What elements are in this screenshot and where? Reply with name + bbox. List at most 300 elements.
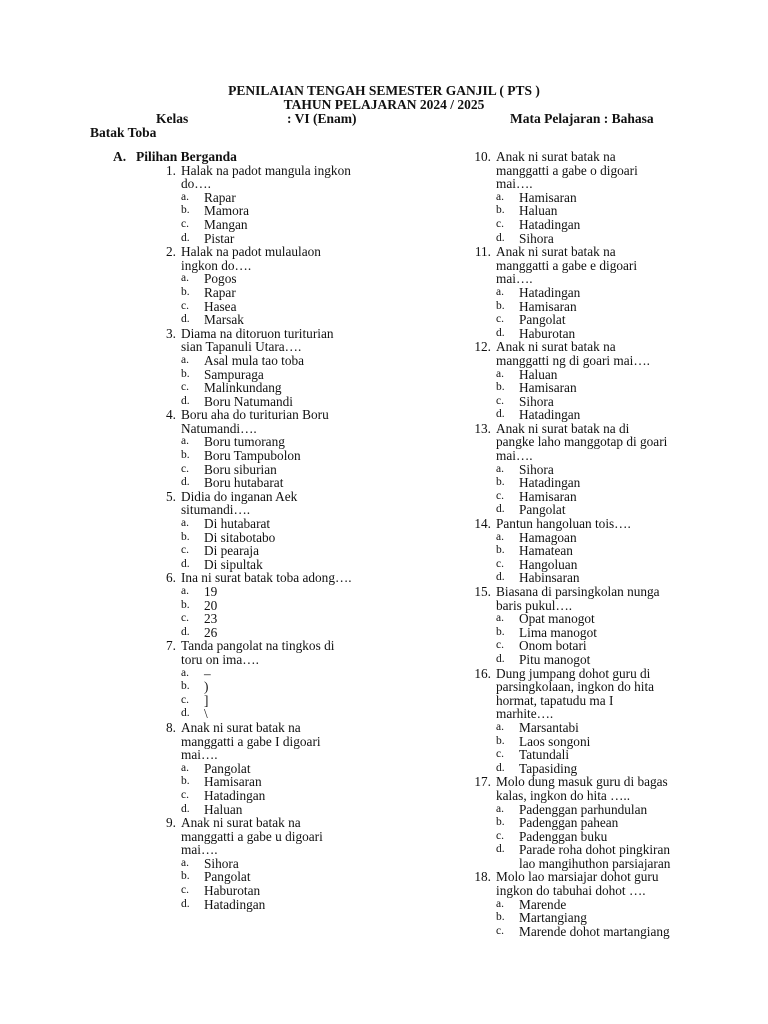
option-text: Hamatean [519,543,573,559]
question-item [471,150,761,245]
answer-option [496,803,761,817]
question-text-line: manggatti a gabe o digoari [496,162,638,178]
answer-option [181,558,456,572]
option-text: ] [204,692,209,708]
subject-continued: Batak Toba [90,125,157,140]
option-letter: b. [181,367,190,380]
answer-option [181,762,456,776]
question-text-line: marhite…. [496,706,554,722]
question-text-line: Dung jumpang dohot guru di [496,665,651,681]
option-letter: a. [181,353,189,366]
option-text: Marsantabi [519,719,579,735]
option-text: 20 [204,597,218,613]
option-text: Marsak [204,312,244,328]
question-item [471,245,761,340]
answer-option [496,653,761,667]
question-item [471,585,761,667]
question-number: 18. [474,869,491,885]
option-text: Hatadingan [519,407,581,423]
option-letter: d. [181,625,190,638]
answer-option [181,313,456,327]
answer-option [496,313,761,327]
option-letter: b. [181,680,190,693]
option-text: Mangan [204,216,248,232]
option-text: – [204,665,211,681]
option-letter: a. [496,802,504,815]
question-text-line: Anak ni surat batak na [181,815,301,831]
answer-option [181,191,456,205]
answer-option [181,775,456,789]
option-letter: b. [181,285,190,298]
option-text: Hatadingan [519,475,581,491]
option-letter: d. [181,231,190,244]
option-letter: c. [496,639,504,652]
answer-option [496,368,761,382]
question-item [156,721,456,816]
answer-option [496,762,761,776]
option-letter: a. [181,190,189,203]
question-text-line: do…. [181,176,211,192]
answer-option [496,531,761,545]
question-item [156,327,456,409]
option-text: Parade roha dohot pingkiran [519,842,671,858]
option-letter: a. [496,285,504,298]
option-text: Pangolat [519,502,566,518]
option-letter: b. [496,544,505,557]
option-letter: c. [181,884,189,897]
option-text: Boru Tampubolon [204,448,301,464]
answer-option [181,449,456,463]
answer-option [181,232,456,246]
answer-option [496,721,761,735]
option-text: Hatadingan [204,896,266,912]
answer-option [496,204,761,218]
option-letter: a. [181,585,189,597]
answer-option [181,667,456,681]
question-text-line: manggatti a gabe I digoari [181,733,321,749]
answer-option [181,707,456,721]
answer-option [181,517,456,531]
option-text: Haburotan [204,883,261,899]
question-item [471,517,761,585]
answer-option [496,735,761,749]
option-letter: a. [496,190,504,203]
answer-option [181,476,456,490]
question-text-line: toru on ima…. [181,651,259,667]
answer-option [496,612,761,626]
question-text-line: mai…. [496,448,533,464]
option-letter: a. [496,720,504,733]
question-item [156,245,456,327]
answer-option [496,748,761,762]
option-text: Sampuraga [204,366,264,382]
answer-option [181,204,456,218]
answer-option [181,680,456,694]
option-text: Boru siburian [204,461,277,477]
question-number: 15. [474,584,491,599]
question-text-line: Didia do inganan Aek [181,488,298,504]
option-text: Sihora [519,393,554,409]
answer-option [496,463,761,477]
answer-option [496,327,761,341]
answer-option [181,531,456,545]
option-letter: c. [181,612,189,625]
option-text: Haluan [204,801,243,817]
option-letter: b. [181,870,190,883]
answer-option [496,639,761,653]
option-text: Pistar [204,230,235,246]
answer-option [181,381,456,395]
answer-option [496,503,761,517]
answer-option [181,884,456,898]
subject-label: Mata Pelajaran : Bahasa [510,111,654,126]
answer-option [181,803,456,817]
question-number: 2. [166,244,176,260]
option-text: Tatundali [519,747,570,763]
option-letter: d. [181,802,190,815]
question-number: 7. [166,638,176,654]
option-text: Rapar [204,284,236,300]
answer-option [181,599,456,613]
option-text: Pangolat [204,760,251,776]
question-number: 12. [474,339,491,355]
option-text: Hamisaran [519,298,577,314]
option-letter: c. [496,924,504,937]
kelas-value: : VI (Enam) [287,111,357,126]
option-letter: c. [181,299,189,312]
option-text: Tapasiding [519,760,578,776]
option-text: Boru tumorang [204,434,285,450]
question-text-line: mai…. [496,271,533,287]
answer-option [496,476,761,490]
question-text-line: parsingkolaan, ingkon do hita [496,679,655,695]
option-letter: c. [181,381,189,394]
section-title: Pilihan Berganda [136,149,237,164]
question-text-line: ingkon do tabuhai dohot …. [496,883,646,899]
option-letter: d. [496,503,505,516]
answer-option [496,830,761,844]
option-letter: b. [496,911,505,924]
option-letter: c. [181,693,189,706]
option-letter: c. [496,748,504,761]
option-text: Mamora [204,203,250,219]
option-text: Hamisaran [519,380,577,396]
option-text: Sihora [204,855,239,871]
question-item [156,571,456,639]
option-letter: a. [496,530,504,543]
option-letter: d. [496,326,505,339]
answer-option [496,381,761,395]
answer-option [496,558,761,572]
option-text: Haluan [519,366,558,382]
option-letter: d. [181,557,190,570]
answer-option [181,544,456,558]
answer-option [496,232,761,246]
answer-option [181,354,456,368]
question-item [156,408,456,490]
option-text: Hasea [204,298,237,314]
option-text: Malinkundang [204,380,282,396]
option-text: ) [204,679,209,695]
option-letter: d. [181,313,190,326]
option-letter: a. [181,856,189,869]
question-text-line: Biasana di parsingkolan nunga [496,584,660,599]
option-letter: d. [496,231,505,244]
question-text-line: Anak ni surat batak na di [496,420,630,436]
option-text: lao mangihuthon parsiajaran [519,855,671,871]
question-text-line: manggatti ng di goari mai…. [496,352,650,368]
option-text: Haluan [519,203,558,219]
question-number: 11. [474,244,491,260]
option-letter: b. [181,775,190,788]
question-text-line: mai…. [496,176,533,192]
question-item [471,870,761,938]
option-letter: a. [181,517,189,530]
option-text: Hatadingan [204,787,266,803]
option-text: Haburotan [519,325,576,341]
option-letter: b. [496,381,505,394]
option-text: Hangoluan [519,556,578,572]
option-text: Pogos [204,271,237,287]
answer-option [181,395,456,409]
option-text: 19 [204,584,218,599]
option-text: Sihora [519,230,554,246]
option-letter: a. [181,435,189,448]
answer-option [496,490,761,504]
question-number: 4. [166,407,176,423]
answer-option [181,218,456,232]
question-text-line: Molo dung masuk guru di bagas [496,774,668,790]
option-letter: b. [496,625,505,638]
option-text: Lima manogot [519,624,597,640]
answer-option [181,286,456,300]
option-text: 23 [204,611,218,627]
option-text: Marende [519,896,567,912]
questions-right-column [471,150,761,938]
answer-option [181,694,456,708]
answer-option [181,626,456,640]
option-letter: c. [181,788,189,801]
option-text: Onom botari [519,638,587,654]
option-text: 26 [204,624,218,640]
option-text: Di hutabarat [204,516,271,532]
exam-title: PENILAIAN TENGAH SEMESTER GANJIL ( PTS ) [228,83,540,98]
question-text-line: Natumandi…. [181,420,257,436]
question-text-line: kalas, ingkon do hita ….. [496,787,631,803]
option-letter: a. [181,666,189,679]
question-item [471,667,761,776]
question-item [156,164,456,246]
answer-option [496,925,761,939]
answer-option [181,789,456,803]
option-text: Hamisaran [519,189,577,205]
question-text-line: Pantun hangoluan tois…. [496,516,631,532]
option-letter: b. [496,204,505,217]
answer-option [496,571,761,585]
option-text: Laos songoni [519,733,591,749]
option-text: Rapar [204,189,236,205]
question-text-line: Ina ni surat batak toba adong…. [181,570,352,586]
answer-option [496,218,761,232]
question-number: 13. [474,420,491,436]
question-text-line: Anak ni surat batak na [496,149,616,164]
question-text-line: Halak na padot mulaulaon [181,244,321,260]
option-text: Pangolat [519,312,566,328]
answer-option [496,395,761,409]
option-text: Habinsaran [519,570,580,586]
answer-option [496,843,761,870]
option-text: Hatadingan [519,284,581,300]
option-letter: b. [181,598,190,611]
question-text-line: ingkon do…. [181,257,252,273]
questions-left-column [156,150,456,911]
answer-option [496,300,761,314]
question-number: 17. [474,774,491,790]
option-letter: d. [496,761,505,774]
question-text-line: Halak na padot mangula ingkon [181,162,351,178]
answer-option [496,408,761,422]
question-item [156,639,456,721]
option-letter: d. [496,843,505,856]
answer-option [496,544,761,558]
option-text: Boru Natumandi [204,393,294,409]
option-text: Boru hutabarat [204,475,284,491]
option-letter: b. [496,734,505,747]
answer-option [496,191,761,205]
option-text: Di sitabotabo [204,529,276,545]
question-item [471,340,761,422]
question-text-line: manggatti a gabe u digoari [181,828,323,844]
option-text: Pitu manogot [519,651,591,667]
question-number: 9. [166,815,176,831]
option-letter: d. [181,707,190,720]
option-letter: b. [496,299,505,312]
answer-option [496,286,761,300]
option-letter: c. [181,544,189,557]
option-letter: d. [181,897,190,910]
option-letter: a. [496,897,504,910]
question-text-line: hormat, tapatudu ma I [496,692,614,708]
option-letter: c. [496,489,504,502]
option-letter: c. [496,313,504,326]
option-letter: c. [496,557,504,570]
option-text: Padenggan parhundulan [519,801,648,817]
option-letter: b. [181,449,190,462]
option-letter: d. [181,394,190,407]
question-text-line: Boru aha do turiturian Boru [181,407,329,423]
option-letter: b. [181,204,190,217]
question-number: 1. [166,162,176,178]
option-text: Di sipultak [204,556,263,572]
answer-option [496,898,761,912]
option-text: Hatadingan [519,216,581,232]
option-text: Hamagoan [519,529,577,545]
question-number: 16. [474,665,491,681]
option-text: \ [204,706,208,722]
answer-option [496,911,761,925]
option-text: Padenggan pahean [519,815,619,831]
option-letter: b. [496,476,505,489]
option-text: Marende dohot martangiang [519,923,670,939]
option-letter: c. [496,217,504,230]
answer-option [181,898,456,912]
answer-option [496,816,761,830]
option-letter: c. [496,829,504,842]
question-number: 6. [166,570,176,586]
question-number: 14. [474,516,491,532]
option-letter: d. [496,571,505,584]
question-text-line: mai…. [181,747,218,763]
question-text-line: pangke laho manggotap di goari [496,434,668,450]
answer-option [181,300,456,314]
option-letter: c. [181,462,189,475]
option-letter: b. [181,530,190,543]
option-letter: a. [181,272,189,285]
question-text-line: mai…. [181,842,218,858]
option-text: Asal mula tao toba [204,352,305,368]
question-text-line: Diama na ditoruon turiturian [181,325,334,341]
option-text: Padenggan buku [519,828,608,844]
option-letter: d. [496,652,505,665]
question-number: 3. [166,325,176,341]
answer-option [181,435,456,449]
option-letter: a. [496,367,504,380]
question-item [156,816,456,911]
option-text: Hamisaran [519,488,577,504]
answer-option [181,857,456,871]
answer-option [181,612,456,626]
answer-option [181,870,456,884]
question-text-line: baris pukul…. [496,597,573,613]
question-text-line: manggatti a gabe e digoari [496,257,638,273]
question-text-line: Anak ni surat batak na [496,244,616,260]
option-letter: d. [181,476,190,489]
question-number: 10. [474,149,491,164]
question-text-line: Tanda pangolat na tingkos di [181,638,335,654]
answer-option [181,368,456,382]
option-letter: a. [496,612,504,625]
option-letter: b. [496,816,505,829]
option-letter: c. [181,217,189,230]
option-text: Opat manogot [519,611,595,627]
kelas-label: Kelas [156,111,189,126]
question-text-line: Anak ni surat batak na [496,339,616,355]
option-letter: a. [496,462,504,475]
question-item [471,422,761,517]
answer-option [181,463,456,477]
academic-year: TAHUN PELAJARAN 2024 / 2025 [283,97,485,112]
question-item [156,490,456,572]
question-number: 8. [166,719,176,735]
question-item [471,775,761,870]
option-text: Hamisaran [204,774,262,790]
option-letter: d. [496,408,505,421]
answer-option [496,626,761,640]
option-text: Sihora [519,461,554,477]
section-letter: A. [113,149,127,164]
answer-option [181,585,456,599]
option-letter: a. [181,761,189,774]
option-letter: c. [496,394,504,407]
option-text: Pangolat [204,869,251,885]
question-text-line: Molo lao marsiajar dohot guru [496,869,659,885]
option-text: Martangiang [519,910,587,926]
question-number: 5. [166,488,176,504]
question-text-line: Anak ni surat batak na [181,719,301,735]
question-text-line: situmandi…. [181,502,251,518]
answer-option [181,272,456,286]
question-text-line: sian Tapanuli Utara…. [181,339,302,355]
